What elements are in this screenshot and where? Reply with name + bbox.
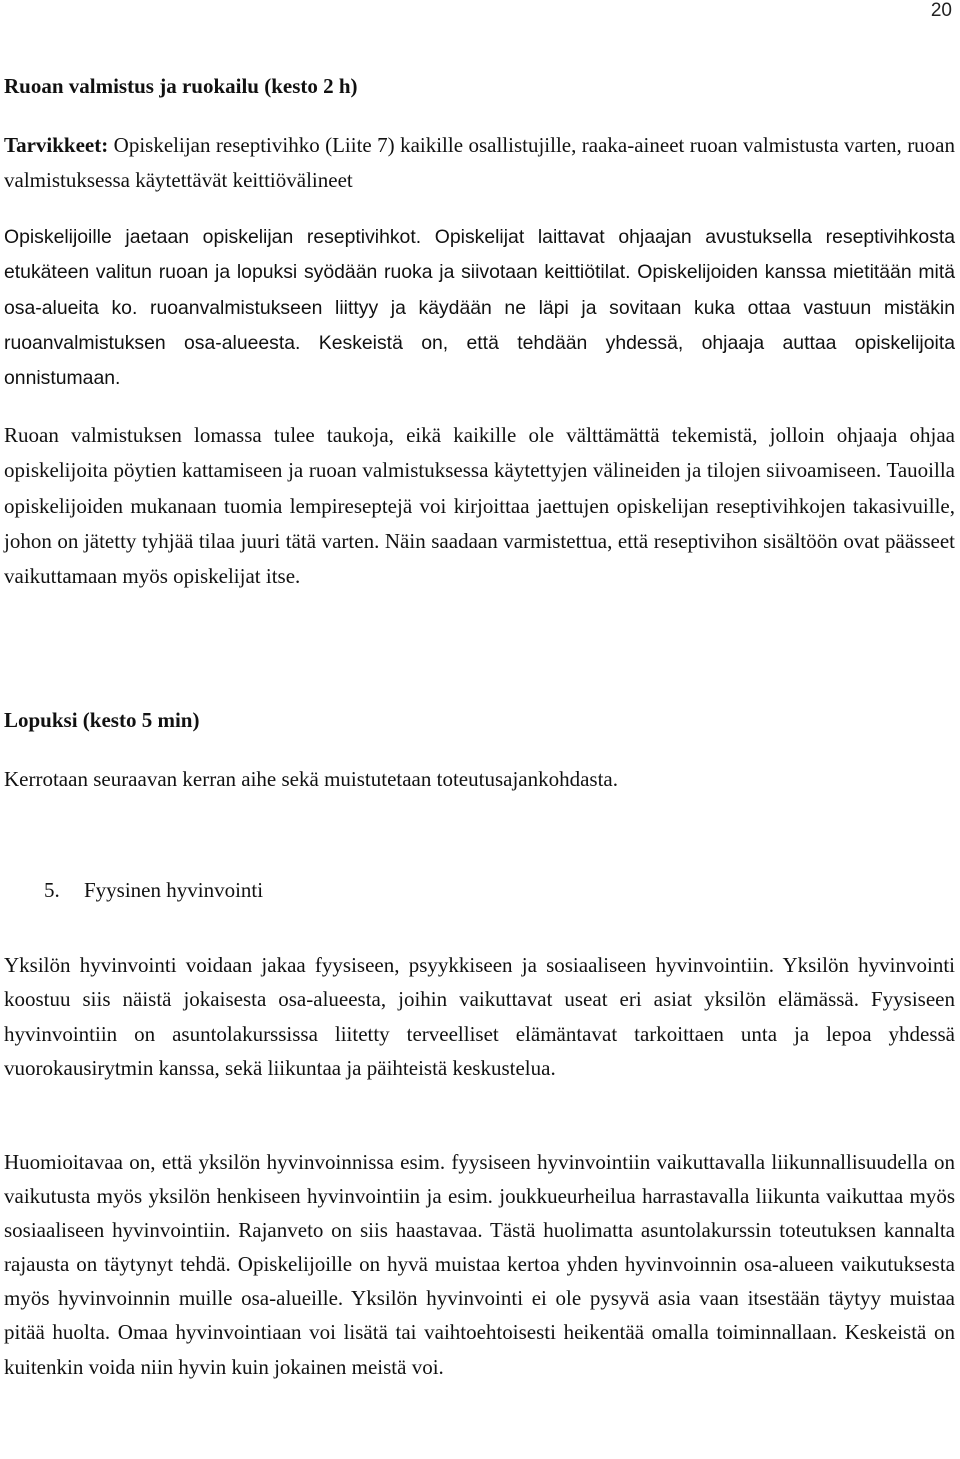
wellbeing-paragraph-2: Huomioitavaa on, että yksilön hyvinvoinnissa esim. fyysiseen hyvinvointiin vaikuttavalla liikunnallisuudella on vaikutusta myös yksilön henkiseen hyvinvointiin ja esim. joukkueurheilua harrastavalla liikunta vaikuttaa myös sosiaaliseen hyvinvointiin. Rajanveto on siis haastavaa. Tästä huolimatta asuntolakurssin toteutuksen kannalta rajausta on täytynyt tehdä. Opiskelijoille on hyvä muistaa kertoa yhden hyvinvoinnin osa-alueen vaikutuksesta myös hyvinvoinnin muille osa-alueille. Yksilön hyvinvointi ei ole pysyvä asia vaan itsestään täytyy muistaa pitää huolta. Omaa hyvinvointiaan voi lisätä tai vaihtoehtoisesti heikentää omalla toiminnallaan. Keskeistä on kuitenkin voida niin hyvin kuin jokainen meistä voi.: [4, 1150, 955, 1379]
cooking-paragraph-2: Ruoan valmistuksen lomassa tulee taukoja, eikä kaikille ole välttämättä tekemistä, jolloin ohjaaja ohjaa opiskelijoita pöytien kattamiseen ja ruoan valmistuksessa käytettyjen välineiden ja tilojen siivoamiseen. Tauoilla opiskelijoiden mukanaan tuomia lempireseptejä voi kirjoittaa jaettujen opiskelijan reseptivihkojen takasivuille, johon on jätetty tyhjää tilaa juuri tätä varten. Näin saadaan varmistettua, että reseptivihon sisältöön ovat päässeet vaikuttamaan myös opiskelijat itse.: [4, 423, 955, 589]
section-heading-cooking: Ruoan valmistus ja ruokailu (kesto 2 h): [4, 74, 358, 98]
closing-paragraph: Kerrotaan seuraavan kerran aihe sekä muistutetaan toteutusajankohdasta.: [4, 767, 618, 791]
cooking-paragraph-1: Opiskelijoille jaetaan opiskelijan reseptivihkot. Opiskelijat laittavat ohjaajan avustuksella reseptivihkosta etukäteen valitun ruoan ja lopuksi syödään ruoka ja siivotaan keittiötilat. Opiskelijoiden kanssa mietitään mitä osa-alueita ko. ruoanvalmistukseen liittyy ja käydään ne läpi ja sovitaan kuka ottaa vastuun mistäkin ruoanvalmistuksen osa-alueesta. Keskeistä on, että tehdään yhdessä, ohjaaja auttaa opiskelijoita onnistumaan.: [4, 226, 955, 390]
section-heading-closing: Lopuksi (kesto 5 min): [4, 708, 200, 732]
heading-number: 5.: [44, 878, 60, 902]
page-number: 20: [930, 0, 952, 21]
wellbeing-paragraph-1: Yksilön hyvinvointi voidaan jakaa fyysiseen, psyykkiseen ja sosiaaliseen hyvinvointiin. Yksilön hyvinvointi koostuu siis näistä jokaisesta osa-alueesta, joihin vaikuttavat useat eri asiat yksilön elämässä. Fyysiseen hyvinvointiin on asuntolakurssissa liitetty terveelliset elämäntavat tarkoittaen unta ja lepoa yhdessä vuorokausirytmin kanssa, sekä liikuntaa ja päihteistä keskustelua.: [4, 953, 955, 1080]
supplies-text: Opiskelijan reseptivihko (Liite 7) kaikille osallistujille, raaka-aineet ruoan valmistusta varten, ruoan valmistuksessa käytettävät keittiövälineet: [4, 133, 956, 193]
numbered-heading-physical-wellbeing: [44, 878, 263, 903]
supplies-label: Tarvikkeet:: [4, 133, 109, 157]
supplies-paragraph: [4, 128, 955, 199]
heading-title: Fyysinen hyvinvointi: [84, 878, 264, 902]
